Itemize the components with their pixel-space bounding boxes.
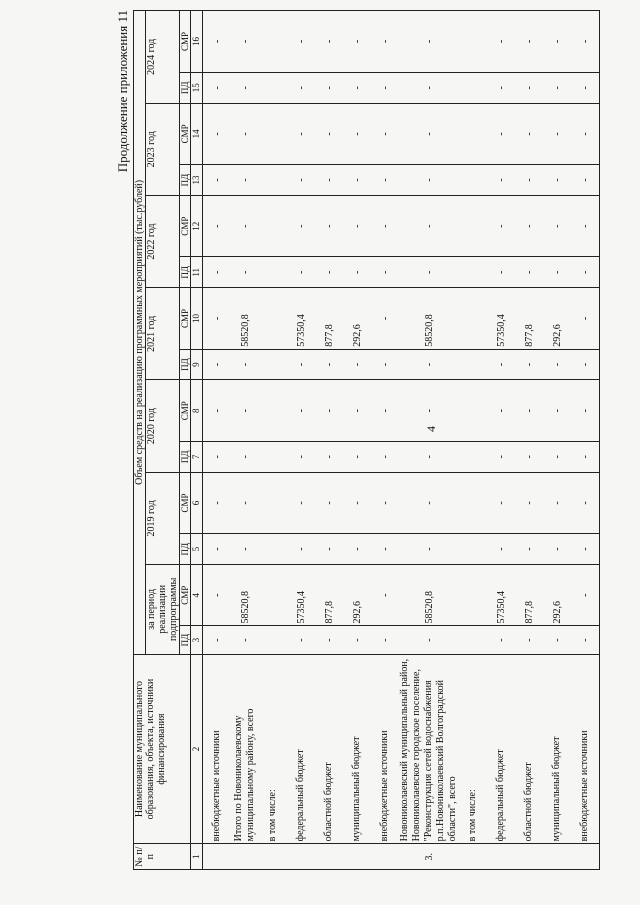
- cell-value: -: [203, 72, 232, 103]
- header-smr: СМР: [180, 288, 191, 350]
- cell-value: -: [315, 195, 343, 257]
- cell-value: -: [231, 195, 259, 257]
- cell-value: -: [315, 257, 343, 288]
- cell-value: -: [571, 441, 600, 472]
- column-index-row: [191, 11, 203, 870]
- cell-value: -: [543, 165, 571, 196]
- header-year: 2020 год: [146, 380, 180, 472]
- table-row: [543, 11, 571, 870]
- cell-value: -: [371, 103, 399, 165]
- column-index: 15: [191, 72, 203, 103]
- cell-value: -: [315, 472, 343, 534]
- header-smr: СМР: [180, 103, 191, 165]
- page-number: 4: [424, 426, 438, 432]
- cell-value: -: [515, 626, 543, 654]
- header-smr: СМР: [180, 472, 191, 534]
- cell-value: 292,6: [343, 288, 371, 350]
- cell-value: [259, 349, 287, 380]
- cell-value: -: [543, 380, 571, 442]
- cell-value: -: [231, 349, 259, 380]
- row-number: 3.: [399, 844, 459, 870]
- cell-value: -: [515, 72, 543, 103]
- header-smr: СМР: [180, 195, 191, 257]
- row-name: внебюджетные источники: [203, 654, 232, 844]
- header-year: 2023 год: [146, 103, 180, 195]
- cell-value: -: [487, 103, 515, 165]
- cell-value: [259, 472, 287, 534]
- cell-value: -: [203, 288, 232, 350]
- header-year: 2022 год: [146, 195, 180, 287]
- rotated-document: [115, 10, 635, 870]
- header-smr: СМР: [180, 11, 191, 73]
- cell-value: [259, 564, 287, 626]
- cell-value: -: [231, 472, 259, 534]
- cell-value: -: [343, 165, 371, 196]
- cell-value: -: [543, 11, 571, 73]
- cell-value: -: [231, 103, 259, 165]
- header-name: Наименование муниципального образования, объекта, источники финансирования: [134, 654, 191, 844]
- cell-value: -: [203, 103, 232, 165]
- cell-value: -: [343, 11, 371, 73]
- table-row: [399, 11, 459, 870]
- cell-value: [459, 441, 487, 472]
- cell-value: -: [287, 626, 315, 654]
- cell-value: -: [287, 165, 315, 196]
- cell-value: -: [343, 72, 371, 103]
- cell-value: -: [543, 441, 571, 472]
- table-body: [203, 11, 600, 870]
- cell-value: -: [571, 564, 600, 626]
- column-index: 8: [191, 380, 203, 442]
- cell-value: -: [399, 349, 459, 380]
- cell-value: -: [399, 380, 459, 442]
- cell-value: -: [571, 626, 600, 654]
- cell-value: 877,8: [315, 288, 343, 350]
- cell-value: -: [231, 72, 259, 103]
- cell-value: -: [343, 349, 371, 380]
- cell-value: -: [287, 349, 315, 380]
- table-row: [343, 11, 371, 870]
- cell-value: -: [399, 72, 459, 103]
- cell-value: 58520,8: [231, 288, 259, 350]
- cell-value: -: [343, 441, 371, 472]
- header-year: 2019 год: [146, 472, 180, 564]
- cell-value: -: [231, 11, 259, 73]
- header-pd: ПД: [180, 257, 191, 288]
- cell-value: -: [515, 534, 543, 565]
- table-row: [515, 11, 543, 870]
- cell-value: -: [315, 626, 343, 654]
- cell-value: -: [343, 103, 371, 165]
- cell-value: 877,8: [315, 564, 343, 626]
- row-name: областной бюджет: [315, 654, 343, 844]
- cell-value: -: [315, 103, 343, 165]
- cell-value: [459, 103, 487, 165]
- table-row: [259, 11, 287, 870]
- row-name: в том числе:: [459, 654, 487, 844]
- cell-value: 292,6: [343, 564, 371, 626]
- cell-value: -: [203, 349, 232, 380]
- row-name: Новониколаевский муниципальный район, Новониколаевское городское поселение, "Реконструкция сетей водоснабжения р.п.Новониколаевский Волгоградской области", всего: [399, 654, 459, 844]
- cell-value: -: [315, 72, 343, 103]
- cell-value: -: [571, 103, 600, 165]
- table-row: [487, 11, 515, 870]
- cell-value: -: [571, 472, 600, 534]
- cell-value: -: [543, 103, 571, 165]
- column-index: 13: [191, 165, 203, 196]
- appendix-caption: Продолжение приложения 11: [115, 10, 130, 173]
- cell-value: 57350,4: [287, 564, 315, 626]
- cell-value: -: [287, 441, 315, 472]
- column-index: 10: [191, 288, 203, 350]
- cell-value: 57350,4: [487, 288, 515, 350]
- cell-value: -: [571, 195, 600, 257]
- cell-value: [459, 288, 487, 350]
- cell-value: -: [203, 195, 232, 257]
- cell-value: -: [371, 288, 399, 350]
- cell-value: -: [487, 441, 515, 472]
- header-smr: СМР: [180, 564, 191, 626]
- cell-value: [259, 626, 287, 654]
- cell-value: -: [543, 195, 571, 257]
- header-pd: ПД: [180, 534, 191, 565]
- cell-value: -: [231, 165, 259, 196]
- cell-value: [259, 103, 287, 165]
- cell-value: -: [287, 380, 315, 442]
- header-pd: ПД: [180, 349, 191, 380]
- cell-value: -: [571, 165, 600, 196]
- cell-value: -: [343, 195, 371, 257]
- column-index: 16: [191, 11, 203, 73]
- cell-value: -: [515, 103, 543, 165]
- cell-value: -: [203, 380, 232, 442]
- header-volume: Объем средств на реализацию программных мероприятий (тыс.рублей): [134, 11, 146, 655]
- cell-value: -: [571, 380, 600, 442]
- cell-value: -: [203, 165, 232, 196]
- cell-value: -: [203, 257, 232, 288]
- cell-value: -: [371, 441, 399, 472]
- cell-value: -: [487, 165, 515, 196]
- cell-value: -: [571, 288, 600, 350]
- header-pd: ПД: [180, 165, 191, 196]
- cell-value: -: [287, 195, 315, 257]
- cell-value: 292,6: [543, 564, 571, 626]
- cell-value: -: [343, 472, 371, 534]
- cell-value: -: [515, 441, 543, 472]
- cell-value: -: [515, 195, 543, 257]
- column-index: 2: [191, 654, 203, 844]
- cell-value: -: [515, 165, 543, 196]
- cell-value: -: [571, 11, 600, 73]
- cell-value: [459, 626, 487, 654]
- cell-value: -: [315, 441, 343, 472]
- cell-value: -: [315, 11, 343, 73]
- cell-value: -: [399, 534, 459, 565]
- cell-value: -: [543, 257, 571, 288]
- cell-value: -: [231, 534, 259, 565]
- header-pd: ПД: [180, 72, 191, 103]
- cell-value: -: [571, 257, 600, 288]
- header-year: 2024 год: [146, 11, 180, 104]
- column-index: 7: [191, 441, 203, 472]
- cell-value: -: [343, 380, 371, 442]
- cell-value: -: [487, 349, 515, 380]
- row-name: федеральный бюджет: [487, 654, 515, 844]
- cell-value: -: [515, 11, 543, 73]
- column-index: 14: [191, 103, 203, 165]
- header-period: за период реализации подпрограммы: [146, 564, 180, 654]
- cell-value: -: [371, 72, 399, 103]
- cell-value: -: [371, 626, 399, 654]
- cell-value: -: [515, 257, 543, 288]
- cell-value: -: [487, 257, 515, 288]
- cell-value: [459, 257, 487, 288]
- cell-value: -: [487, 626, 515, 654]
- cell-value: -: [487, 195, 515, 257]
- row-number: [487, 844, 515, 870]
- cell-value: -: [487, 380, 515, 442]
- budget-table: [133, 10, 600, 870]
- cell-value: -: [543, 534, 571, 565]
- row-name: внебюджетные источники: [371, 654, 399, 844]
- column-index: 6: [191, 472, 203, 534]
- cell-value: -: [371, 195, 399, 257]
- cell-value: -: [543, 72, 571, 103]
- row-name: в том числе:: [259, 654, 287, 844]
- column-index: 5: [191, 534, 203, 565]
- cell-value: -: [399, 103, 459, 165]
- cell-value: -: [399, 195, 459, 257]
- column-index: 4: [191, 564, 203, 626]
- cell-value: -: [515, 380, 543, 442]
- cell-value: -: [315, 165, 343, 196]
- table-row: [231, 11, 259, 870]
- cell-value: [459, 349, 487, 380]
- row-name: Итого по Новониколаевскому муниципальному району, всего: [231, 654, 259, 844]
- cell-value: [259, 11, 287, 73]
- budget-table-wrap: [133, 10, 600, 870]
- cell-value: -: [287, 534, 315, 565]
- cell-value: -: [203, 11, 232, 73]
- cell-value: -: [515, 472, 543, 534]
- row-number: [315, 844, 343, 870]
- cell-value: -: [287, 11, 315, 73]
- cell-value: [259, 195, 287, 257]
- cell-value: [459, 472, 487, 534]
- cell-value: -: [287, 103, 315, 165]
- cell-value: 292,6: [543, 288, 571, 350]
- cell-value: -: [571, 72, 600, 103]
- header-year: 2021 год: [146, 288, 180, 380]
- cell-value: [459, 11, 487, 73]
- cell-value: -: [487, 472, 515, 534]
- table-row: [459, 11, 487, 870]
- table-row: [315, 11, 343, 870]
- cell-value: [459, 195, 487, 257]
- cell-value: -: [343, 534, 371, 565]
- cell-value: -: [371, 349, 399, 380]
- cell-value: [259, 165, 287, 196]
- cell-value: [459, 165, 487, 196]
- cell-value: -: [371, 472, 399, 534]
- cell-value: -: [231, 626, 259, 654]
- cell-value: [259, 72, 287, 103]
- cell-value: -: [515, 349, 543, 380]
- column-index: 11: [191, 257, 203, 288]
- cell-value: -: [203, 472, 232, 534]
- row-number: [571, 844, 600, 870]
- cell-value: -: [371, 257, 399, 288]
- table-header: [134, 11, 203, 870]
- cell-value: -: [203, 441, 232, 472]
- cell-value: -: [203, 626, 232, 654]
- column-index: 12: [191, 195, 203, 257]
- row-name: внебюджетные источники: [571, 654, 600, 844]
- cell-value: 877,8: [515, 564, 543, 626]
- cell-value: -: [399, 165, 459, 196]
- cell-value: [459, 534, 487, 565]
- table-row: [371, 11, 399, 870]
- row-number: [259, 844, 287, 870]
- row-number: [543, 844, 571, 870]
- cell-value: 877,8: [515, 288, 543, 350]
- column-index: 9: [191, 349, 203, 380]
- cell-value: -: [315, 534, 343, 565]
- cell-value: 58520,8: [399, 564, 459, 626]
- cell-value: -: [571, 349, 600, 380]
- cell-value: -: [315, 349, 343, 380]
- cell-value: 57350,4: [487, 564, 515, 626]
- cell-value: [459, 72, 487, 103]
- cell-value: -: [203, 564, 232, 626]
- cell-value: -: [287, 257, 315, 288]
- table-row: [203, 11, 232, 870]
- cell-value: 58520,8: [231, 564, 259, 626]
- row-number: [459, 844, 487, 870]
- cell-value: -: [399, 441, 459, 472]
- cell-value: [259, 288, 287, 350]
- cell-value: -: [287, 72, 315, 103]
- row-number: [343, 844, 371, 870]
- header-pd: ПД: [180, 441, 191, 472]
- table-row: [571, 11, 600, 870]
- row-number: [231, 844, 259, 870]
- cell-value: [259, 441, 287, 472]
- cell-value: -: [343, 257, 371, 288]
- column-index: 3: [191, 626, 203, 654]
- cell-value: -: [399, 472, 459, 534]
- row-number: [515, 844, 543, 870]
- cell-value: -: [371, 165, 399, 196]
- row-name: муниципальный бюджет: [343, 654, 371, 844]
- cell-value: [259, 380, 287, 442]
- cell-value: -: [287, 472, 315, 534]
- header-smr: СМР: [180, 380, 191, 442]
- cell-value: -: [371, 564, 399, 626]
- cell-value: -: [487, 72, 515, 103]
- cell-value: -: [399, 257, 459, 288]
- table-row: [287, 11, 315, 870]
- cell-value: -: [399, 626, 459, 654]
- cell-value: -: [543, 626, 571, 654]
- row-number: [287, 844, 315, 870]
- cell-value: -: [487, 11, 515, 73]
- row-number: [371, 844, 399, 870]
- cell-value: -: [543, 349, 571, 380]
- cell-value: -: [543, 472, 571, 534]
- cell-value: [259, 534, 287, 565]
- cell-value: 58520,8: [399, 288, 459, 350]
- cell-value: -: [371, 380, 399, 442]
- header-no: № п/п: [134, 844, 191, 870]
- row-name: муниципальный бюджет: [543, 654, 571, 844]
- cell-value: -: [343, 626, 371, 654]
- row-name: областной бюджет: [515, 654, 543, 844]
- cell-value: -: [371, 534, 399, 565]
- cell-value: -: [399, 11, 459, 73]
- cell-value: -: [203, 534, 232, 565]
- row-number: [203, 844, 232, 870]
- column-index: 1: [191, 844, 203, 870]
- cell-value: [459, 380, 487, 442]
- cell-value: -: [231, 257, 259, 288]
- cell-value: -: [315, 380, 343, 442]
- cell-value: 57350,4: [287, 288, 315, 350]
- cell-value: [259, 257, 287, 288]
- cell-value: -: [487, 534, 515, 565]
- cell-value: -: [231, 441, 259, 472]
- row-name: федеральный бюджет: [287, 654, 315, 844]
- cell-value: [459, 564, 487, 626]
- cell-value: -: [571, 534, 600, 565]
- cell-value: -: [371, 11, 399, 73]
- cell-value: -: [231, 380, 259, 442]
- header-pd: ПД: [180, 626, 191, 654]
